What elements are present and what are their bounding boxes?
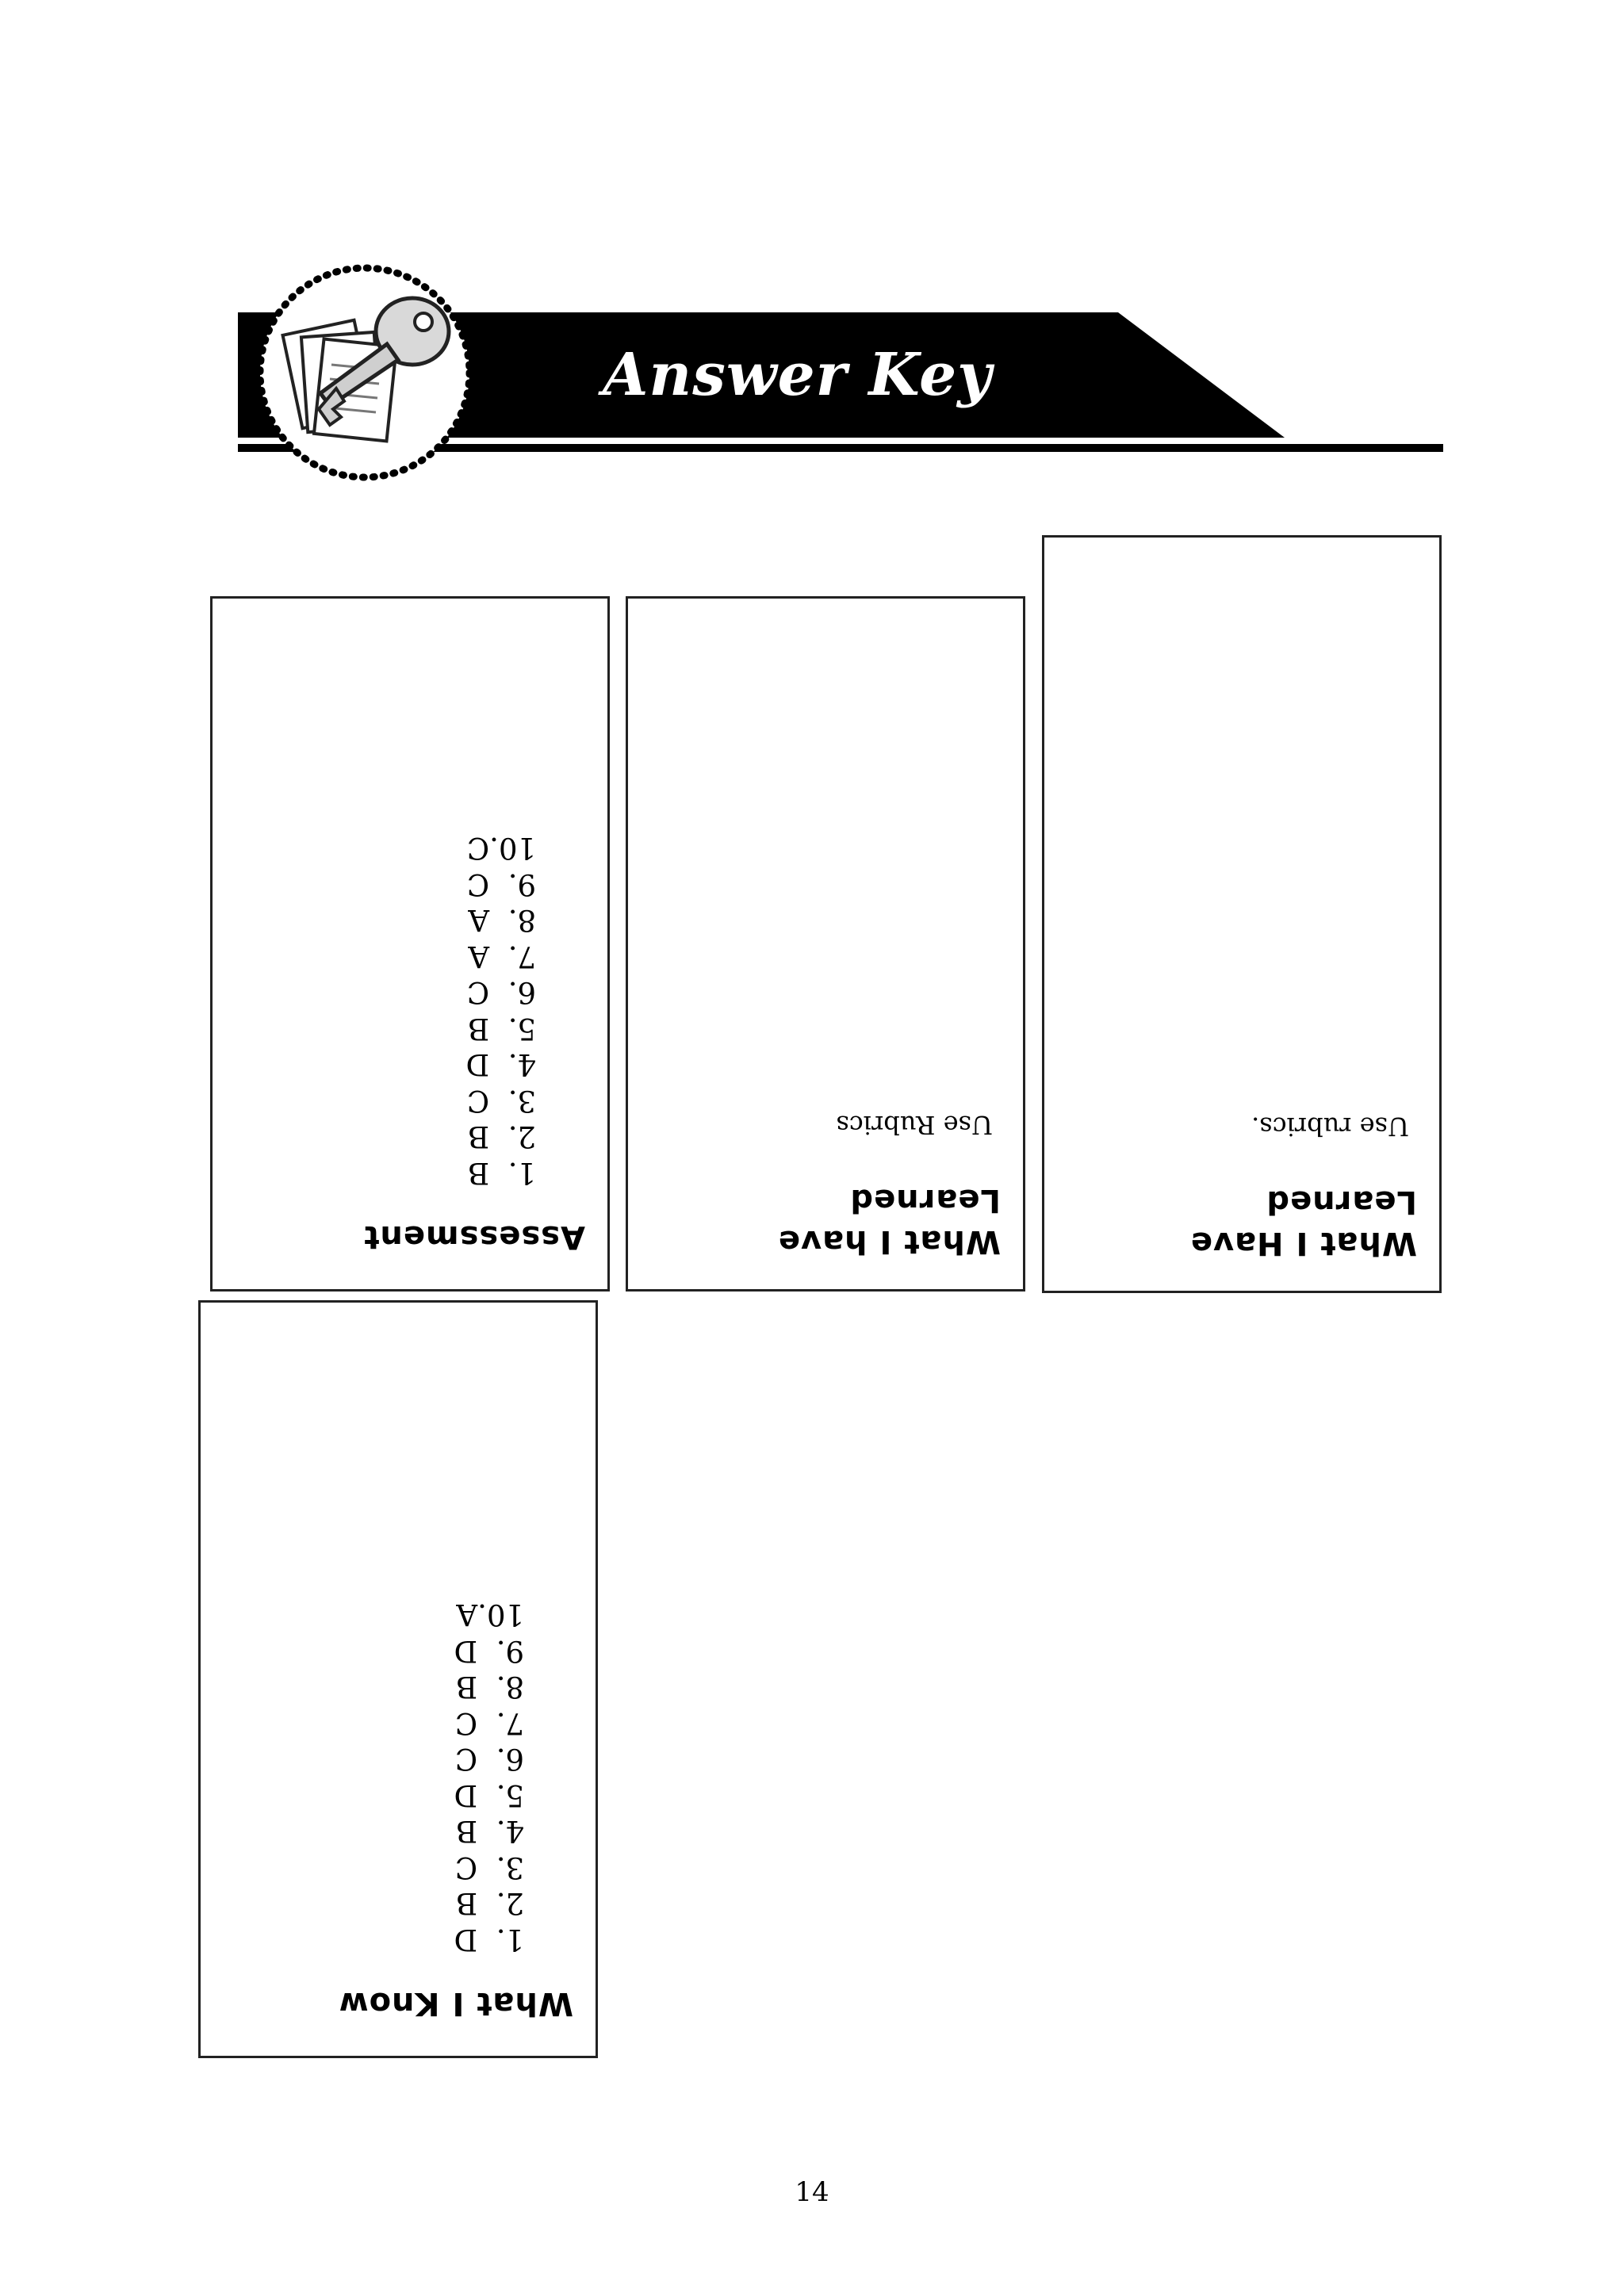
- what-i-have-learned-box-middle: [626, 596, 1025, 1292]
- answer-item: 4. B: [455, 1814, 524, 1849]
- answer-item: 4. D: [465, 1047, 536, 1082]
- answer-item: 7. A: [468, 939, 536, 974]
- answer-item: 2. B: [467, 1119, 536, 1154]
- answer-item: 2. B: [455, 1886, 524, 1921]
- answer-item: 8. B: [455, 1670, 524, 1705]
- title-line: Learned: [1266, 1184, 1417, 1220]
- box-title: [1190, 1181, 1417, 1264]
- answer-item: 1. B: [467, 1156, 536, 1190]
- assessment-box: [210, 596, 610, 1292]
- rubrics-note: Use rubrics.: [1251, 1112, 1409, 1142]
- answer-item: 8. A: [468, 903, 536, 938]
- answer-item: 10.C: [466, 831, 536, 866]
- rubrics-note: Use Rubrics: [836, 1110, 993, 1140]
- answer-item: 6. C: [466, 975, 536, 1010]
- what-i-know-box: [198, 1300, 598, 2058]
- assessment-title: Assessment: [363, 1219, 585, 1255]
- answer-item: 9. D: [454, 1634, 524, 1668]
- answer-item: 7. C: [454, 1706, 524, 1740]
- key-with-papers-icon: [254, 262, 476, 484]
- title-line: What I have: [777, 1223, 1001, 1260]
- answer-item: 9. C: [466, 867, 536, 901]
- answer-item: 5. B: [467, 1012, 536, 1046]
- what-i-have-learned-box-right: [1042, 535, 1442, 1293]
- banner-title: Answer Key: [603, 341, 993, 409]
- what-i-know-answer-list: [454, 1597, 525, 1957]
- title-line: What I Have: [1189, 1225, 1417, 1261]
- title-line: Learned: [849, 1182, 1001, 1219]
- page-number: 14: [795, 2176, 829, 2208]
- answer-item: 10.A: [456, 1598, 524, 1632]
- what-i-know-title: What I Know: [338, 1985, 573, 2022]
- box-title: [778, 1180, 1001, 1262]
- answer-item: 3. C: [466, 1084, 536, 1118]
- answer-item: 6. C: [454, 1742, 524, 1777]
- answer-item: 1. D: [454, 1923, 524, 1957]
- assessment-answer-list: [466, 830, 537, 1191]
- answer-item: 3. C: [454, 1850, 524, 1885]
- answer-item: 5. D: [454, 1778, 524, 1812]
